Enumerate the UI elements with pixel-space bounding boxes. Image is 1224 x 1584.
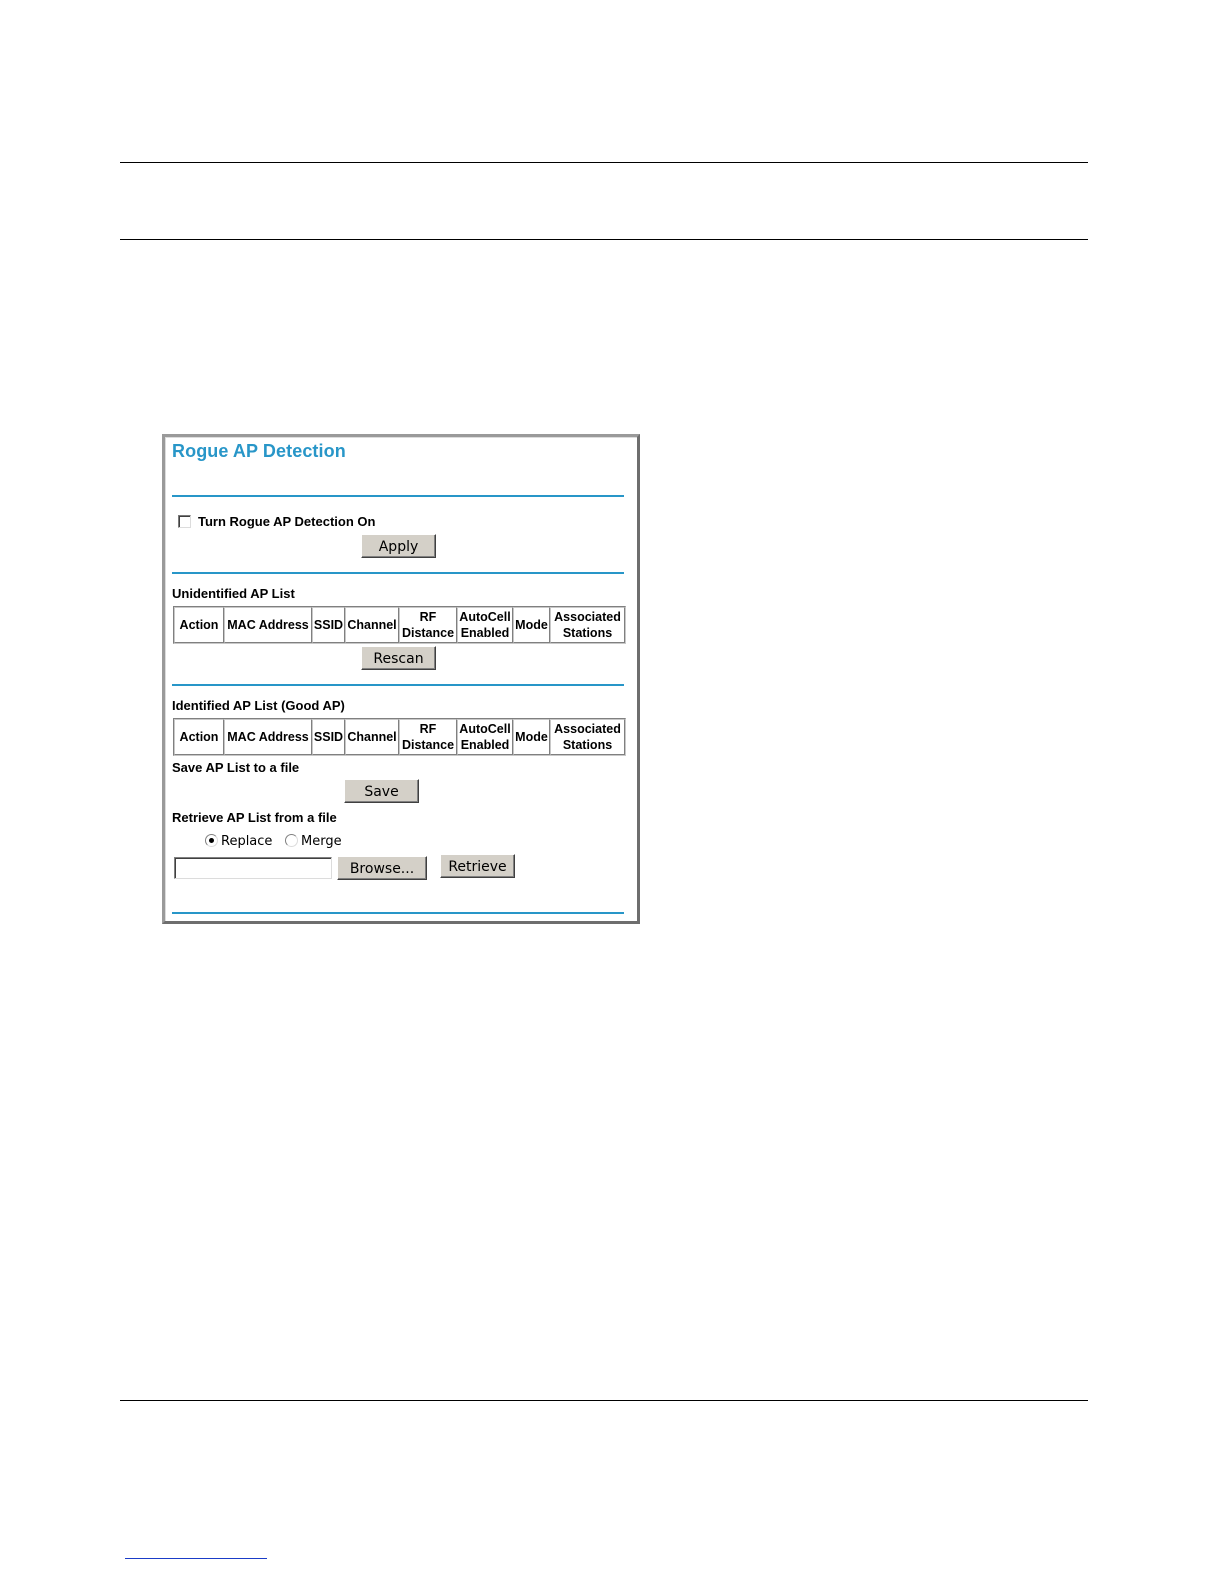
apply-button[interactable]: Apply: [361, 534, 436, 558]
replace-radio[interactable]: [205, 834, 218, 847]
column-header: [513, 719, 550, 755]
separator: [172, 684, 624, 686]
rogue-detection-label: Turn Rogue AP Detection On: [198, 514, 376, 529]
table-header-row: [174, 607, 625, 643]
column-header: [345, 607, 399, 643]
column-header-text: SSID: [313, 730, 344, 744]
file-path-input[interactable]: [174, 857, 332, 879]
column-header: [399, 607, 457, 643]
rogue-ap-panel: [162, 434, 640, 924]
column-header: [312, 607, 345, 643]
column-header-text: Stations: [562, 626, 613, 640]
column-header-text: Enabled: [460, 738, 510, 752]
identified-list-title: Identified AP List (Good AP): [172, 698, 345, 713]
column-header-text: Associated: [554, 722, 621, 736]
column-header-text: MAC Address: [227, 618, 309, 632]
column-header-text: Mode: [515, 618, 548, 632]
column-header: [513, 607, 550, 643]
separator: [172, 495, 624, 497]
footer-rule: [120, 1400, 1088, 1401]
column-header-text: RF: [419, 610, 437, 624]
retrieve-list-title: Retrieve AP List from a file: [172, 810, 337, 825]
column-header: [457, 607, 513, 643]
unidentified-list-title: Unidentified AP List: [172, 586, 295, 601]
column-header: [174, 719, 224, 755]
column-header-text: Action: [179, 730, 219, 744]
column-header-text: Channel: [347, 730, 397, 744]
footer-link-underline: [125, 1558, 267, 1559]
retrieve-button[interactable]: Retrieve: [440, 854, 515, 878]
column-header-text: Action: [179, 618, 219, 632]
save-button[interactable]: Save: [344, 779, 419, 803]
column-header: [174, 607, 224, 643]
identified-ap-table: [173, 718, 626, 756]
rescan-button[interactable]: Rescan: [361, 646, 436, 670]
browse-button[interactable]: Browse...: [337, 856, 427, 880]
unidentified-ap-table: [173, 606, 626, 644]
column-header-text: MAC Address: [227, 730, 309, 744]
panel-title: Rogue AP Detection: [172, 441, 346, 461]
header-bottom-rule: [120, 239, 1088, 240]
column-header-text: Associated: [554, 610, 621, 624]
column-header-text: AutoCell: [459, 610, 511, 624]
merge-radio[interactable]: [285, 834, 298, 847]
column-header: [399, 719, 457, 755]
separator: [172, 572, 624, 574]
column-header-text: Distance: [401, 738, 455, 752]
header-top-rule: [120, 162, 1088, 163]
merge-radio-label: Merge: [301, 834, 342, 849]
column-header-text: Enabled: [460, 626, 510, 640]
rogue-detection-checkbox[interactable]: [178, 515, 191, 528]
separator: [172, 912, 624, 914]
table-header-row: [174, 719, 625, 755]
replace-radio-label: Replace: [221, 834, 273, 849]
column-header: [550, 719, 625, 755]
column-header-text: RF: [419, 722, 437, 736]
column-header: [345, 719, 399, 755]
column-header: [224, 607, 312, 643]
column-header: [457, 719, 513, 755]
column-header-text: SSID: [313, 618, 344, 632]
column-header-text: AutoCell: [459, 722, 511, 736]
column-header: [312, 719, 345, 755]
column-header: [550, 607, 625, 643]
column-header-text: Channel: [347, 618, 397, 632]
column-header-text: Distance: [401, 626, 455, 640]
column-header-text: Mode: [515, 730, 548, 744]
save-list-title: Save AP List to a file: [172, 760, 300, 775]
column-header: [224, 719, 312, 755]
column-header-text: Stations: [562, 738, 613, 752]
